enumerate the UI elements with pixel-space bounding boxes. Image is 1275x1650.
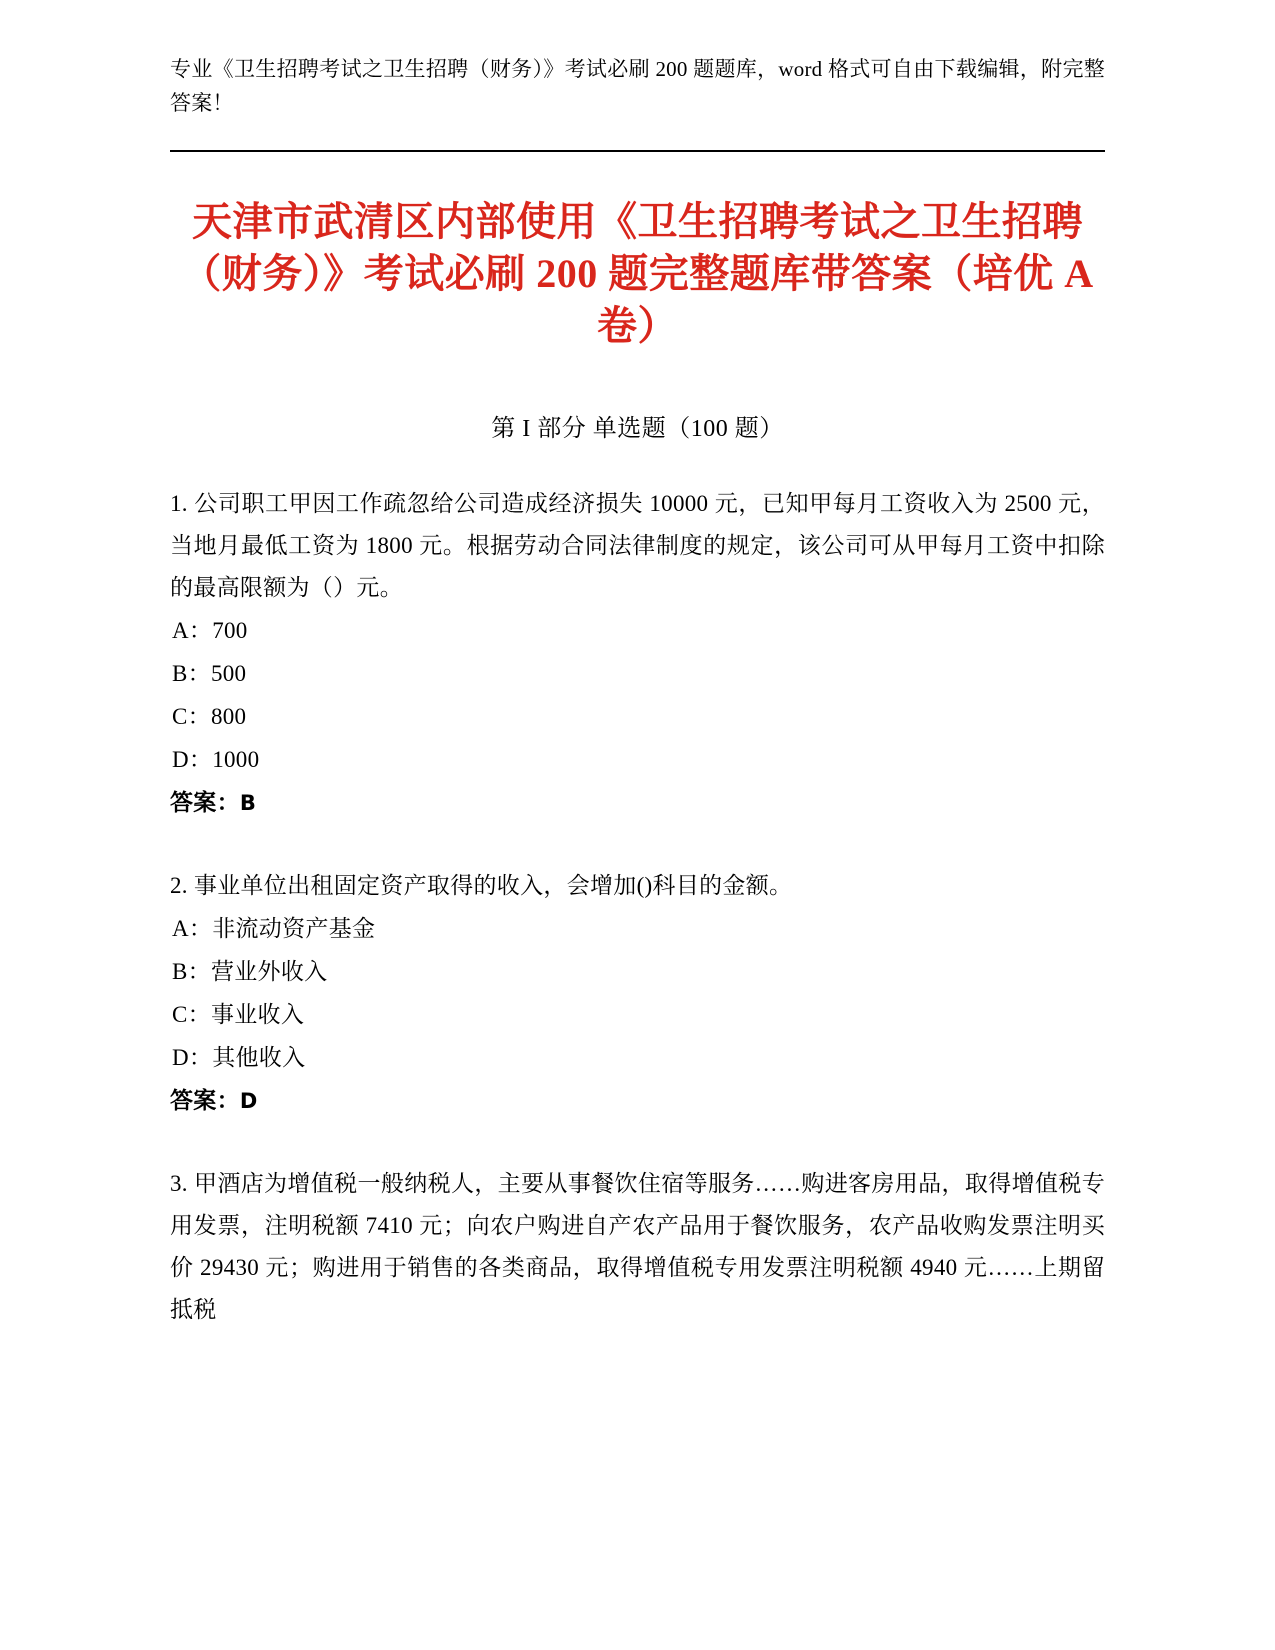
question-stem: 1. 公司职工甲因工作疏忽给公司造成经济损失 10000 元，已知甲每月工资收入为 2500 元，当地月最低工资为 1800 元。根据劳动合同法律制度的规定，该公司可从甲每月工资中扣除的最高限额为（）元。 <box>170 491 1105 600</box>
question-stem: 3. 甲酒店为增值税一般纳税人，主要从事餐饮住宿等服务……购进客房用品，取得增值税专用发票，注明税额 7410 元；向农户购进自产农产品用于餐饮服务，农产品收购发票注明买价 29430 元；购进用于销售的各类商品，取得增值税专用发票注明税额 4940 元……上期留抵税 <box>170 1171 1105 1322</box>
question-option: D：1000 <box>172 747 260 772</box>
question-option: C：800 <box>172 704 247 729</box>
answer-value: B <box>239 791 257 815</box>
question-option: C：事业收入 <box>172 1002 305 1027</box>
answer-label: 答案： <box>170 1088 240 1113</box>
question-option: D：其他收入 <box>172 1045 306 1070</box>
question-option: A：非流动资产基金 <box>172 916 376 941</box>
question-option: A：700 <box>172 618 248 643</box>
question-block-1 <box>170 483 1105 825</box>
section-heading: 第 I 部分 单选题（100 题） <box>491 416 784 442</box>
answer-line <box>170 781 1105 825</box>
question-block-3 <box>170 1163 1105 1331</box>
answer-value: D <box>239 1089 258 1113</box>
question-option: B：营业外收入 <box>172 959 328 984</box>
answer-line <box>170 1079 1105 1123</box>
question-option: B：500 <box>172 661 247 686</box>
header-note: 专业《卫生招聘考试之卫生招聘（财务）》考试必刷 200 题题库，word 格式可自由下载编辑，附完整答案！ <box>170 57 1105 115</box>
question-stem: 2. 事业单位出租固定资产取得的收入，会增加()科目的金额。 <box>170 873 793 898</box>
answer-label: 答案： <box>170 790 240 815</box>
question-block-2 <box>170 865 1105 1123</box>
header-divider <box>170 150 1105 152</box>
page-title: 天津市武清区内部使用《卫生招聘考试之卫生招聘（财务）》考试必刷 200 题完整题库带答案（培优 A 卷） <box>181 199 1094 348</box>
